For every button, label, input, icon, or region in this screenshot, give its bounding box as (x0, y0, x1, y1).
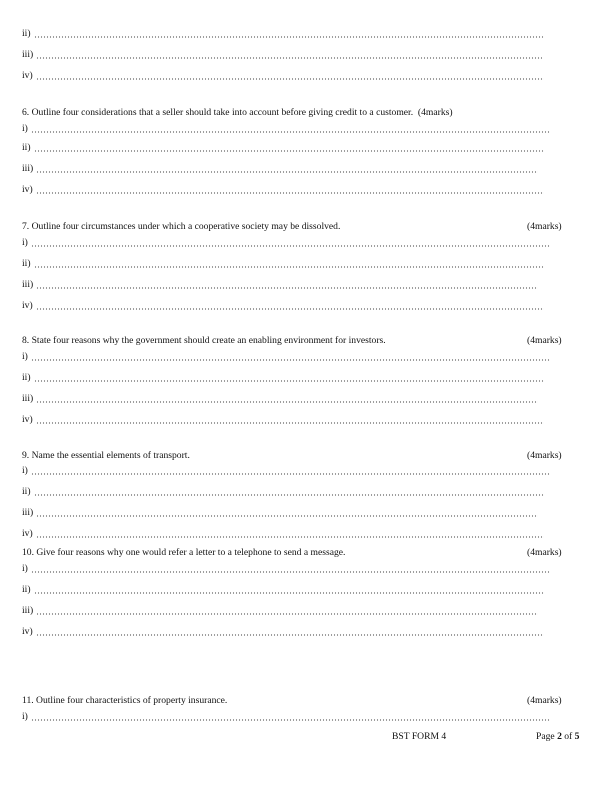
answer-line[interactable] (22, 563, 550, 575)
marks: (4marks) (417, 107, 453, 118)
item-label: iii) (22, 605, 34, 616)
item-label: iii) (22, 279, 34, 290)
item-label: iv) (22, 626, 33, 637)
item-label: iii) (22, 507, 34, 518)
dotted-line (36, 401, 538, 403)
dotted-line (36, 57, 542, 59)
question-text: 8. State four reasons why the government should create an enabling environment for investors. (22, 335, 386, 346)
dotted-line (31, 359, 550, 361)
answer-line[interactable] (22, 528, 544, 540)
item-label: iv) (22, 184, 33, 195)
dotted-line (34, 36, 544, 38)
marks: (4marks) (527, 547, 562, 558)
page-total: 5 (574, 731, 580, 742)
question-text: 6. Outline four considerations that a seller should take into account before giving credit to a customer. (22, 107, 414, 118)
marks: (4marks) (527, 335, 562, 346)
answer-line[interactable] (22, 507, 538, 519)
marks: (4marks) (527, 450, 562, 461)
page-current: 2 (557, 731, 562, 742)
dotted-line (31, 473, 550, 475)
answer-line[interactable] (22, 711, 550, 723)
item-label: iv) (22, 414, 33, 425)
item-label: i) (22, 351, 28, 362)
dotted-line (36, 171, 538, 173)
answer-line[interactable] (22, 300, 544, 312)
marks: (4marks) (527, 221, 562, 232)
item-label: ii) (22, 486, 31, 497)
answer-line[interactable] (22, 279, 538, 291)
item-label: i) (22, 465, 28, 476)
answer-line[interactable] (22, 372, 544, 384)
page-number (536, 731, 579, 743)
answer-line[interactable] (22, 258, 544, 270)
dotted-line (36, 634, 544, 636)
dotted-line (36, 515, 538, 517)
answer-line[interactable] (22, 163, 538, 175)
dotted-line (34, 494, 544, 496)
answer-line[interactable] (22, 142, 544, 154)
item-label: iv) (22, 70, 33, 81)
dotted-line (34, 380, 544, 382)
item-label: i) (22, 237, 28, 248)
dotted-line (36, 613, 538, 615)
dotted-line (34, 150, 544, 152)
dotted-line (36, 308, 544, 310)
footer-form: BST FORM 4 (392, 731, 447, 742)
dotted-line (34, 266, 544, 268)
item-label: iv) (22, 528, 33, 539)
answer-line[interactable] (22, 414, 544, 426)
answer-line[interactable] (22, 28, 544, 40)
answer-line[interactable] (22, 465, 550, 477)
item-label: ii) (22, 584, 31, 595)
item-label: ii) (22, 28, 31, 39)
answer-line[interactable] (22, 70, 544, 82)
question-11 (22, 695, 227, 707)
answer-line[interactable] (22, 626, 544, 638)
item-label: ii) (22, 258, 31, 269)
question-8 (22, 335, 386, 347)
dotted-line (36, 287, 538, 289)
dotted-line (31, 719, 550, 721)
answer-line[interactable] (22, 393, 538, 405)
item-label: ii) (22, 142, 31, 153)
item-label: i) (22, 563, 28, 574)
question-text: 10. Give four reasons why one would refer a letter to a telephone to send a message. (22, 547, 346, 558)
question-text: 9. Name the essential elements of transport. (22, 450, 190, 461)
item-label: iii) (22, 393, 34, 404)
question-9 (22, 450, 190, 462)
item-label: iii) (22, 49, 34, 60)
answer-line[interactable] (22, 605, 538, 617)
answer-line[interactable] (22, 237, 550, 249)
answer-line[interactable] (22, 486, 544, 498)
item-label: iv) (22, 300, 33, 311)
dotted-line (34, 592, 544, 594)
item-label: iii) (22, 163, 34, 174)
item-label: ii) (22, 372, 31, 383)
page-of: of (561, 731, 575, 742)
page-prefix: Page (536, 731, 558, 742)
answer-line[interactable] (22, 123, 550, 135)
question-10 (22, 547, 345, 559)
dotted-line (31, 571, 550, 573)
answer-line[interactable] (22, 351, 550, 363)
answer-line[interactable] (22, 49, 542, 61)
answer-line[interactable] (22, 184, 544, 196)
marks: (4marks) (527, 695, 562, 706)
dotted-line (36, 536, 544, 538)
dotted-line (36, 422, 544, 424)
answer-line[interactable] (22, 584, 544, 596)
question-6 (22, 107, 453, 119)
question-text: 11. Outline four characteristics of property insurance. (22, 695, 228, 706)
question-text: 7. Outline four circumstances under which a cooperative society may be dissolved. (22, 221, 341, 232)
dotted-line (31, 245, 550, 247)
question-7 (22, 221, 340, 233)
dotted-line (36, 78, 544, 80)
item-label: i) (22, 123, 28, 134)
dotted-line (36, 192, 544, 194)
dotted-line (31, 131, 550, 133)
item-label: i) (22, 711, 28, 722)
